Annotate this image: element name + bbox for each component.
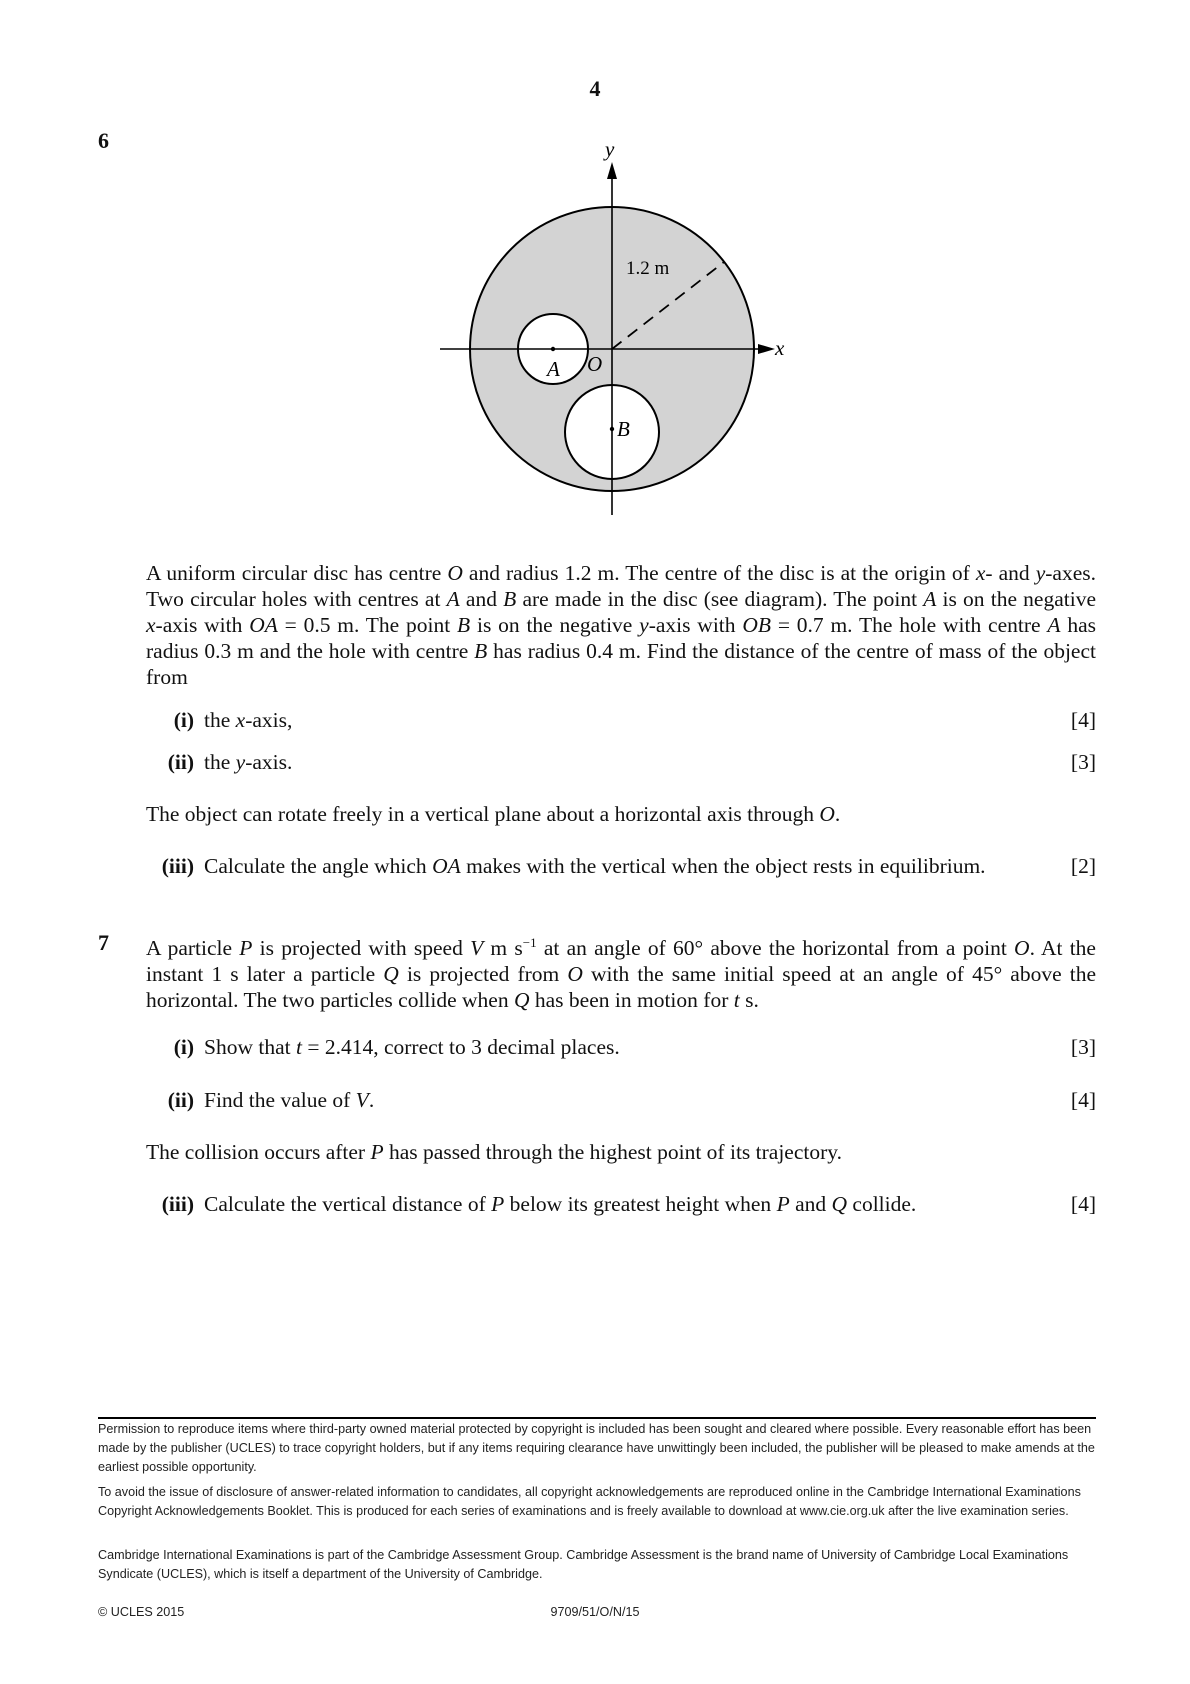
question-6-text: A uniform circular disc has centre O and radius 1.2 m. The centre of the disc is at the origin of x- and y-axes. Two circular holes with centres at A and B are made in the disc (see diagram). The point A is on the negative x-axis with OA = 0.5 m. The point B is on the negative y-axis with OB = 0.7 m. The hole with centre A has radius 0.3 m and the hole with centre B has radius 0.4 m. Find the distance of the centre of mass of the object from (146, 561, 1096, 689)
question-7-part-iii: (iii) Calculate the vertical distance of P below its greatest height when P and Q collide. [4] (146, 1191, 1096, 1217)
question-7-part-i: (i) Show that t = 2.414, correct to 3 decimal places. [3] (146, 1034, 1096, 1060)
point-a-dot (551, 347, 555, 351)
y-axis-label: y (605, 140, 615, 161)
question-7-mid-text: The collision occurs after P has passed through the highest point of its trajectory. (146, 1140, 843, 1164)
part-label: (ii) (167, 750, 194, 774)
marks: [4] (1070, 708, 1096, 732)
point-a-label: A (547, 357, 560, 381)
marks: [3] (1070, 750, 1096, 774)
footer-copyright: © UCLES 2015 (98, 1605, 185, 1619)
point-b-dot (610, 427, 614, 431)
part-label: (iii) (161, 1192, 194, 1216)
question-6-mid-text: The object can rotate freely in a vertical plane about a horizontal axis through O. (146, 802, 841, 826)
marks: [2] (1070, 854, 1096, 878)
x-axis-arrow (758, 344, 775, 354)
marks: [4] (1070, 1192, 1096, 1216)
question-6-number: 6 (98, 128, 109, 153)
question-6-part-ii: (ii) the y-axis. [3] (146, 749, 1096, 775)
origin-label: O (587, 352, 603, 376)
part-label: (i) (173, 708, 194, 732)
page-number: 4 (589, 76, 601, 101)
question-7-part-ii: (ii) Find the value of V. [4] (146, 1087, 1096, 1113)
radius-label: 1.2 m (626, 258, 670, 279)
part-label: (ii) (167, 1088, 194, 1112)
footer-disclosure: To avoid the issue of disclosure of answer-related information to candidates, all copyright acknowledgements are reproduced online in the Cambridge International Examinations Copyright Acknowledgements Booklet. This is produced for each series of examinations and is freely available to download at www.cie.org.uk after the live examination series. (98, 1485, 1081, 1518)
question-6-part-iii: (iii) Calculate the angle which OA makes with the vertical when the object rests in equilibrium. [2] (146, 853, 1096, 879)
part-label: (iii) (161, 854, 194, 878)
disc-diagram (430, 140, 810, 525)
footer-paper-code: 9709/51/O/N/15 (550, 1605, 640, 1619)
footer-permission: Permission to reproduce items where third-party owned material protected by copyright is included has been sought and cleared where possible. Every reasonable effort has been made by the publisher (UCLES) to trace copyright holders, but if any items requiring clearance have unwittingly been included, the publisher will be pleased to make amends at the earliest possible opportunity. (98, 1422, 1095, 1474)
footer-cambridge: Cambridge International Examinations is part of the Cambridge Assessment Group. Cambridge Assessment is the brand name of University of Cambridge Local Examinations Syndicate (UCLES), which is itself a department of the University of Cambridge. (98, 1548, 1069, 1581)
point-b-label: B (617, 417, 630, 441)
question-7-number: 7 (98, 930, 109, 955)
marks: [4] (1070, 1088, 1096, 1112)
question-7-text: A particle P is projected with speed V m $s^{-1}$ at an angle of 60° above the horizontal from a point O. At the instant 1 s later a particle Q is projected from O with the same initial speed at an angle of 45° above the horizontal. The two particles collide when Q has been in motion for t s. (146, 935, 1096, 1013)
x-axis-label: x (775, 336, 785, 360)
part-label: (i) (173, 1035, 194, 1059)
marks: [3] (1070, 1035, 1096, 1059)
y-axis-arrow (607, 162, 617, 179)
footer-divider (98, 1417, 1096, 1419)
question-6-part-i: (i) the x-axis, [4] (146, 707, 1096, 733)
